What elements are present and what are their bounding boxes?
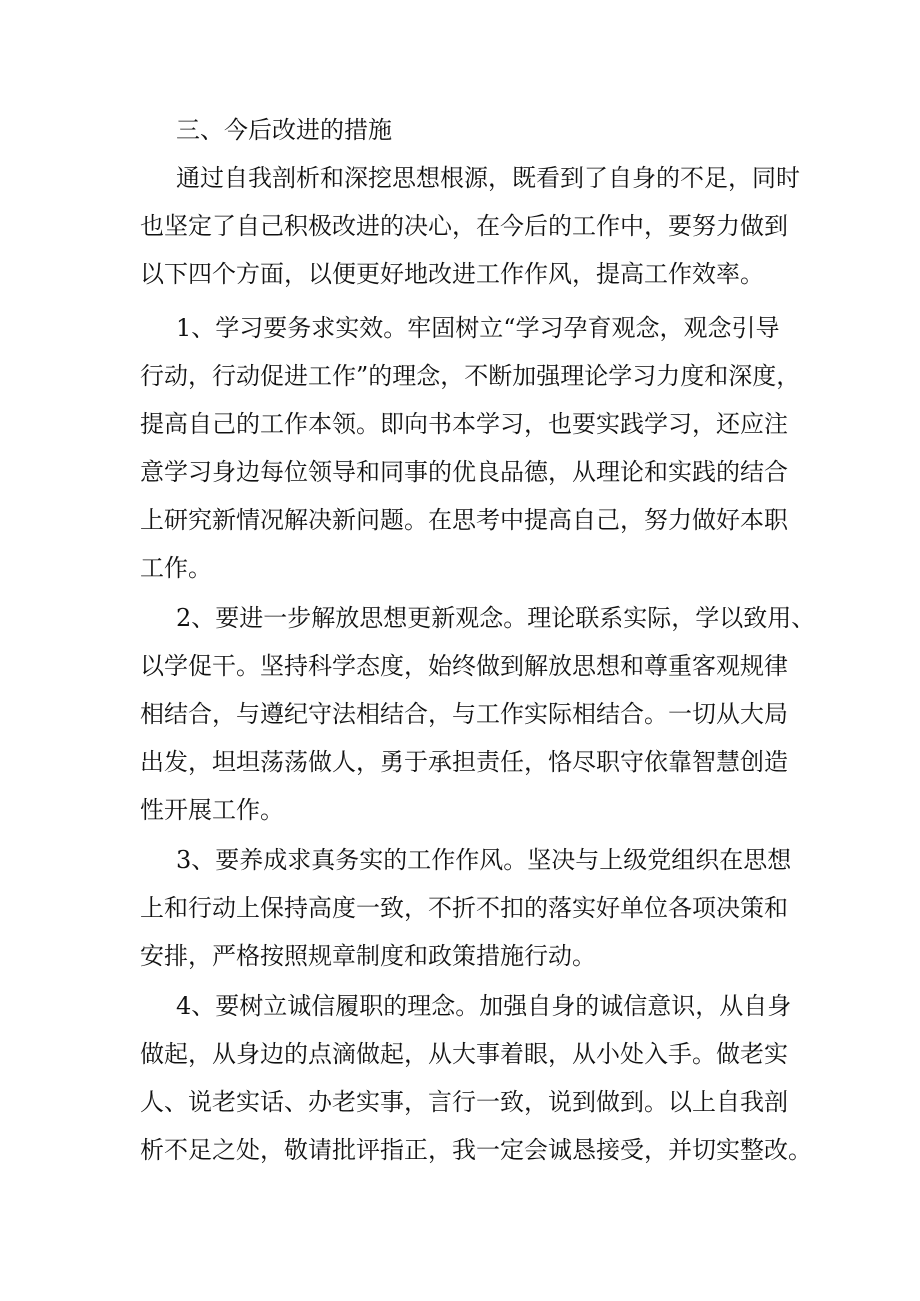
item-1-line-5: 上研究新情况解决新问题。在思考中提高自己，努力做好本职 [140,506,788,534]
item-2-line-3: 相结合，与遵纪守法相结合，与工作实际相结合。一切从大局 [140,700,788,728]
item-3-line-1: 3、要养成求真务实的工作作风。坚决与上级党组织在思想 [176,846,792,874]
item-4-line-1: 4、要树立诚信履职的理念。加强自身的诚信意识，从自身 [176,992,792,1020]
item-1-line-6: 工作。 [140,554,212,582]
intro-line-1: 通过自我剖析和深挖思想根源，既看到了自身的不足，同时 [176,164,800,192]
item-2-line-4: 出发，坦坦荡荡做人，勇于承担责任，恪尽职守依靠智慧创造 [140,748,788,776]
intro-line-3: 以下四个方面，以便更好地改进工作作风，提高工作效率。 [140,260,764,288]
item-1-line-3: 提高自己的工作本领。即向书本学习，也要实践学习，还应注 [140,410,788,438]
item-4-line-4: 析不足之处，敬请批评指正，我一定会诚恳接受，并切实整改。 [140,1136,812,1164]
item-2-line-1: 2、要进一步解放思想更新观念。理论联系实际，学以致用、 [176,604,816,632]
item-2-line-5: 性开展工作。 [140,796,284,824]
item-2-line-2: 以学促干。坚持科学态度，始终做到解放思想和尊重客观规律 [140,652,788,680]
item-3-line-3: 安排，严格按照规章制度和政策措施行动。 [140,942,596,970]
intro-line-2: 也坚定了自己积极改进的决心，在今后的工作中，要努力做到 [140,212,788,240]
section-heading: 三、今后改进的措施 [176,116,392,144]
item-1-line-4: 意学习身边每位领导和同事的优良品德，从理论和实践的结合 [140,458,788,486]
item-1-line-1: 1、学习要务求实效。牢固树立“学习孕育观念，观念引导 [176,314,780,342]
item-4-line-3: 人、说老实话、办老实事，言行一致，说到做到。以上自我剖 [140,1088,788,1116]
item-1-line-2: 行动，行动促进工作”的理念，不断加强理论学习力度和深度， [140,362,801,390]
item-3-line-2: 上和行动上保持高度一致，不折不扣的落实好单位各项决策和 [140,894,788,922]
item-4-line-2: 做起，从身边的点滴做起，从大事着眼，从小处入手。做老实 [140,1040,788,1068]
